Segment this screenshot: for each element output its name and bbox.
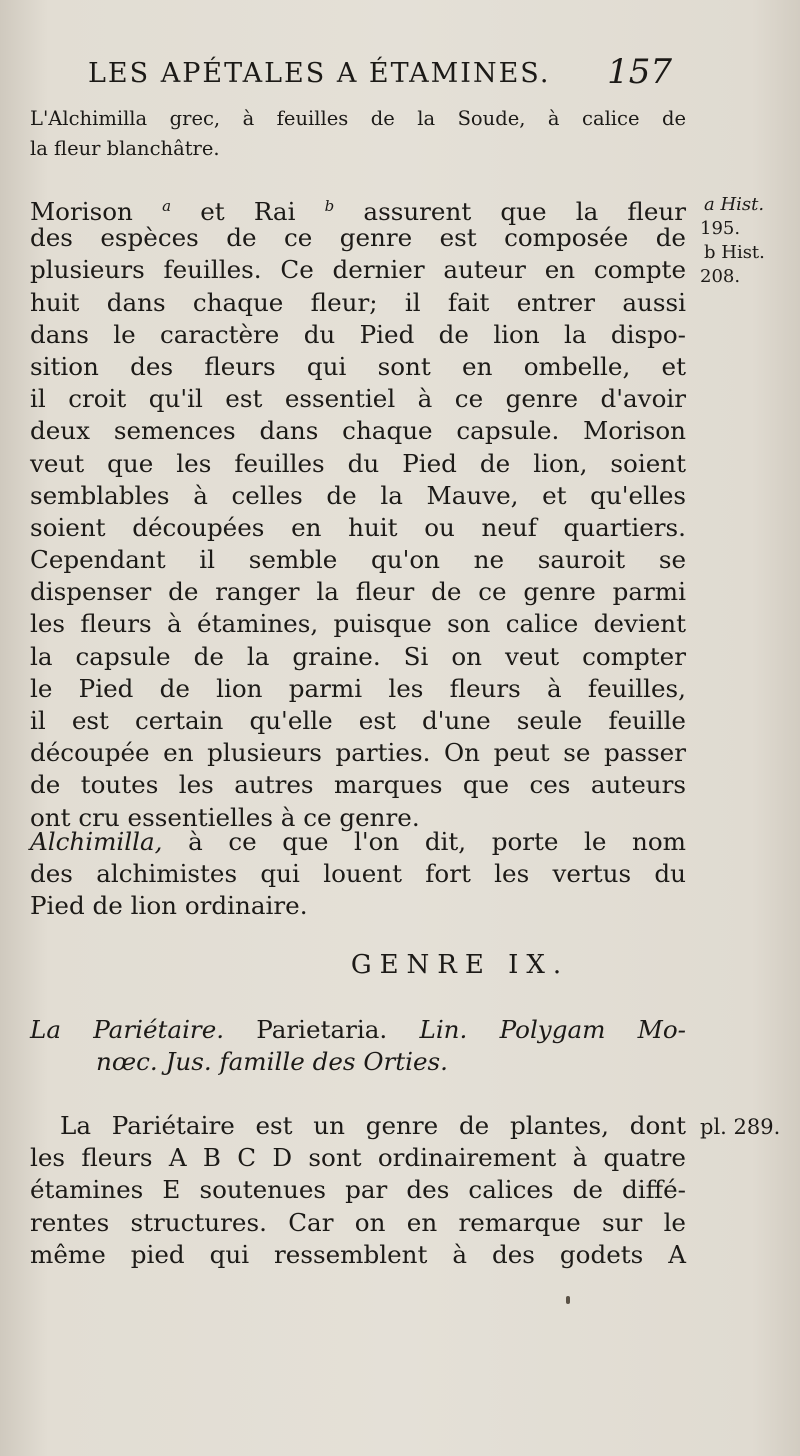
intro-text — [30, 104, 686, 164]
ink-speck — [566, 1296, 570, 1304]
text-fragment: Morison $^a$ et Rai $^b$ assurent que la fleur — [30, 197, 686, 226]
genus-title — [30, 1014, 686, 1078]
text-line: il est certain qu'elle est d'une seule feuille — [30, 706, 686, 735]
text-line: la fleur blanchâtre. — [30, 137, 220, 160]
page-header — [88, 52, 688, 96]
text-line-with-notes — [30, 190, 686, 226]
paragraph-parietaire — [30, 1110, 686, 1271]
paragraph-alchimilla — [30, 826, 686, 923]
page-number: 157 — [607, 52, 672, 92]
margin-plate-reference: pl. 289. — [700, 1115, 781, 1139]
text-line: dispenser de ranger la fleur de ce genre parmi — [30, 577, 686, 607]
text-line: plusieurs feuilles. Ce dernier auteur en compte — [30, 255, 686, 285]
text-line: dans le caractère du Pied de lion la dispo- — [30, 319, 686, 349]
text-line: veut que les feuilles du Pied de lion, soient — [30, 448, 686, 478]
text-line: des espèces de ce genre est composée de — [30, 223, 686, 253]
text-line: L'Alchimilla grec, à feuilles de la Soude, à calice de — [30, 107, 686, 130]
running-title: LES APÉTALES A ÉTAMINES. — [88, 58, 551, 89]
text-line: Pied de lion ordinaire. — [30, 891, 308, 921]
text-line: rentes structures. Car on en remarque sur le — [30, 1207, 686, 1237]
text-line: le Pied de lion parmi les fleurs à feuilles, — [30, 673, 686, 703]
text-line: les fleurs à étamines, puisque son calice devient — [30, 609, 686, 639]
margin-note-a: a Hist. — [704, 194, 765, 215]
text-line: de toutes les autres marques que ces auteurs — [30, 770, 686, 800]
margin-note-b-page: 208. — [700, 266, 741, 287]
text-line: la capsule de la graine. Si on veut compter — [30, 641, 686, 671]
margin-note-a-page: 195. — [700, 218, 741, 239]
text-line: étamines E soutenues par des calices de diffé- — [30, 1175, 686, 1205]
text-line: découpée en plusieurs parties. On peut se passer — [30, 738, 686, 768]
text-line: La Pariétaire. Parietaria. Lin. Polygam Mo- — [30, 1015, 686, 1044]
italic-term: Alchimilla, — [30, 827, 163, 856]
margin-note-b: b Hist. — [704, 242, 765, 263]
text-line: semblables à celles de la Mauve, et qu'elles — [30, 480, 686, 510]
text-line: des alchimistes qui louent fort les vertus du — [30, 859, 686, 889]
paragraph-morison — [30, 190, 686, 834]
text-line: nœc. Jus. famille des Orties. — [96, 1047, 448, 1077]
text-line: même pied qui ressemblent à des godets A — [30, 1239, 686, 1269]
text-line: Alchimilla, à ce que l'on dit, porte le nom — [30, 827, 686, 856]
text-line: huit dans chaque fleur; il fait entrer aussi — [30, 287, 686, 317]
text-line: deux semences dans chaque capsule. Morison — [30, 416, 686, 446]
text-line: La Pariétaire est un genre de plantes, dont — [60, 1111, 686, 1140]
genre-heading: GENRE IX. — [350, 950, 570, 980]
text-line: Cependant il semble qu'on ne sauroit se — [30, 545, 686, 575]
text-line: les fleurs A B C D sont ordinairement à quatre — [30, 1143, 686, 1173]
text-line: il croit qu'il est essentiel à ce genre d'avoir — [30, 384, 686, 414]
text-line: soient découpées en huit ou neuf quartiers. — [30, 512, 686, 542]
text-line: ont cru essentielles à ce genre. — [30, 802, 420, 832]
text-line: sition des fleurs qui sont en ombelle, et — [30, 351, 686, 381]
